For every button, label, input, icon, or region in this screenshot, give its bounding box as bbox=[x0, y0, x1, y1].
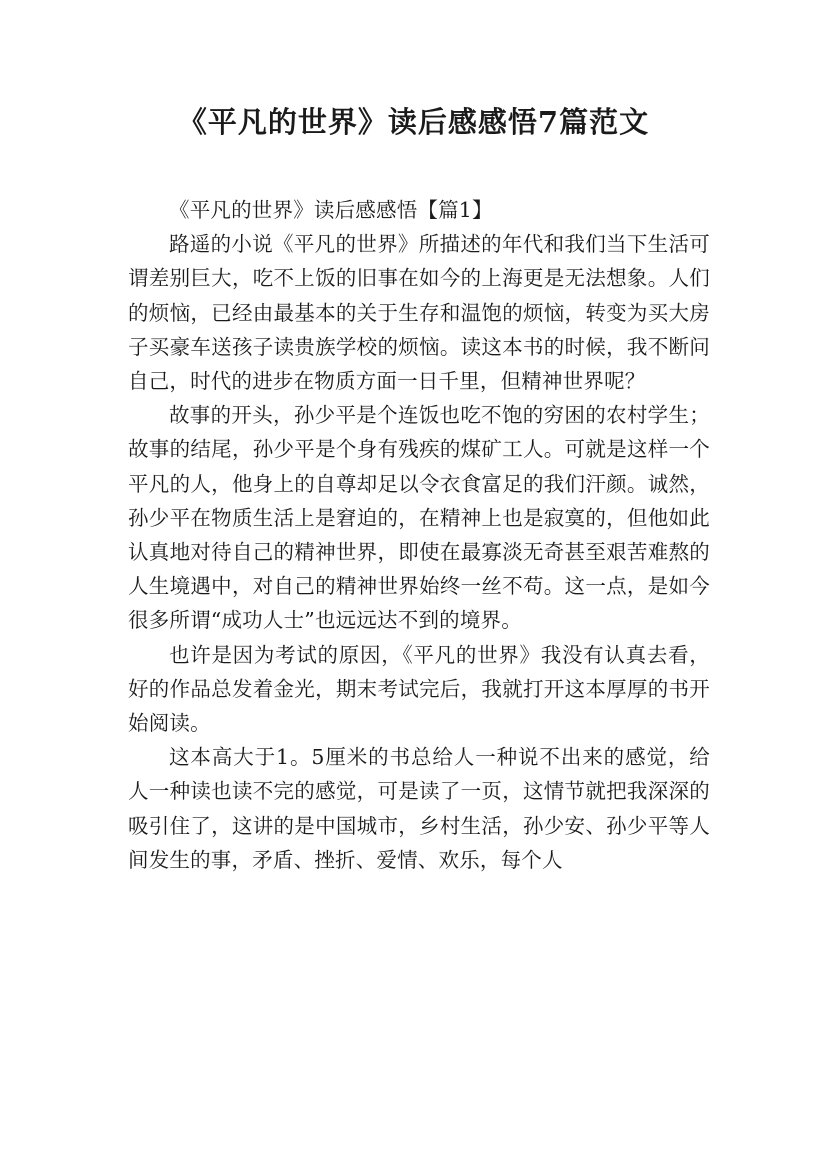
section-heading: 《平凡的世界》读后感感悟【篇1】 bbox=[169, 198, 493, 222]
paragraph-2: 故事的开头，孙少平是个连饭也吃不饱的穷困的农村学生；故事的结尾，孙少平是个身有残疾的煤矿工人。可就是这样一个平凡的人，他身上的自尊却足以令衣食富足的我们汗颜。诚然，孙少平在物质生活上是窘迫的，在精神上也是寂寞的，但他如此认真地对待自己的精神世界，即使在最寡淡无奇甚至艰苦难熬的人生境遇中，对自己的精神世界始终一丝不苟。这一点，是如今很多所谓“成功人士”也远远达不到的境界。 bbox=[128, 403, 710, 633]
document-body bbox=[128, 193, 710, 877]
document-title: 《平凡的世界》读后感感悟7篇范文 bbox=[177, 105, 650, 139]
paragraph-1: 路遥的小说《平凡的世界》所描述的年代和我们当下生活可谓差别巨大，吃不上饭的旧事在如今的上海更是无法想象。人们的烦恼，已经由最基本的关于生存和温饱的烦恼，转变为买大房子买豪车送孩子读贵族学校的烦恼。读这本书的时候，我不断问自己，时代的进步在物质方面一日千里，但精神世界呢？ bbox=[128, 232, 710, 394]
paragraph-3: 也许是因为考试的原因，《平凡的世界》我没有认真去看，好的作品总发着金光，期末考试完后，我就打开这本厚厚的书开始阅读。 bbox=[128, 642, 710, 736]
paragraph-4: 这本高大于1。5厘米的书总给人一种说不出来的感觉，给人一种读也读不完的感觉，可是读了一页，这情节就把我深深的吸引住了，这讲的是中国城市，乡村生活，孙少安、孙少平等人间发生的事，矛盾、挫折、爱情、欢乐，每个人 bbox=[128, 745, 710, 872]
